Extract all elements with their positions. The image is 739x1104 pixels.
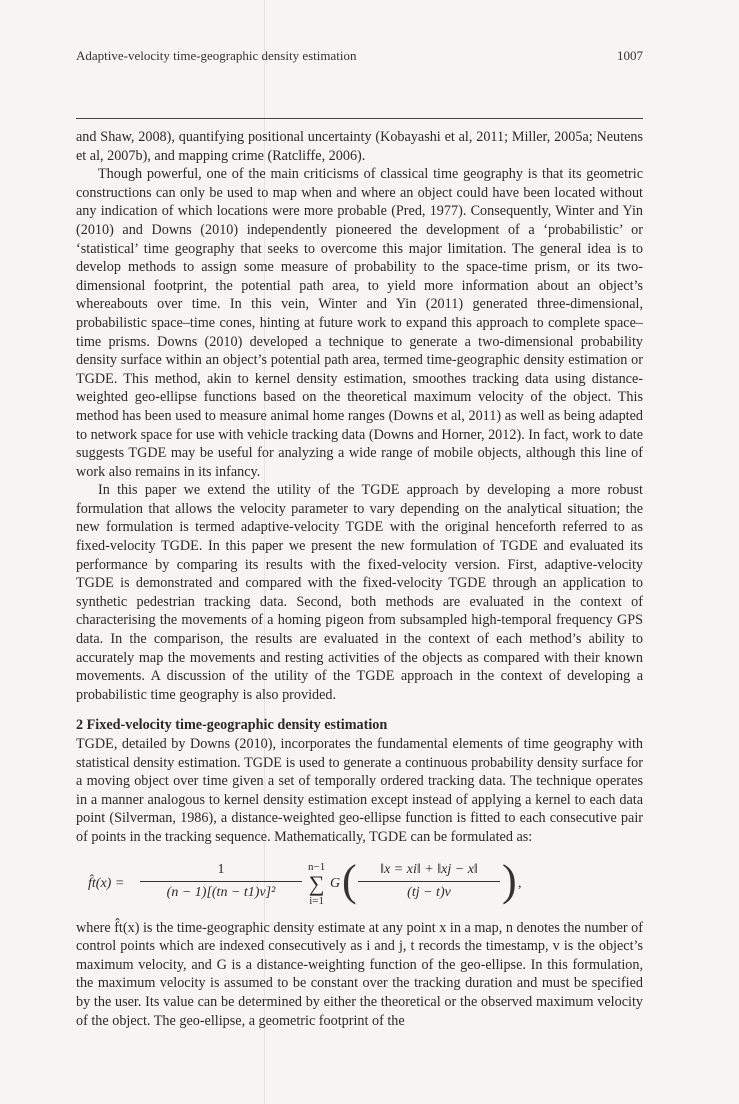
formula-lhs: f̂t(x) = <box>88 875 125 891</box>
paragraph-tgde-definition: TGDE, detailed by Downs (2010), incorporates the fundamental elements of time geography with statistical density estimation. TGDE is used to generate a continuous probability density surface for a moving object over time given a set of temporally ordered tracking data. The technique operates in a manner analogous to kernel density estimation except instead of applying a kernel to each data point (Silverman, 1986), a distance-weighted geo-ellipse function is fitted to each consecutive pair of points in the tracking sequence. Mathematically, TGDE can be formulated as: <box>76 736 643 845</box>
tgde-formula <box>76 855 643 915</box>
paragraph-continuation: and Shaw, 2008), quantifying positional uncertainty (Kobayashi et al, 2011; Miller, 2005a; Neutens et al, 2007b), and mapping crime (Ratcliffe, 2006). <box>76 129 643 164</box>
paragraph-paper-overview: In this paper we extend the utility of the TGDE approach by developing a more robust formulation that allows the velocity parameter to vary depending on the analytical situation; the new formulation is termed adaptive-velocity TGDE with the original henceforth referred to as fixed-velocity TGDE. In this paper we present the new formulation of TGDE and evaluated its performance by comparing its results with the fixed-velocity version. First, adaptive-velocity TGDE is demonstrated and compared with the fixed-velocity TGDE through an application to synthetic pedestrian tracking data. Second, both methods are evaluated in the context of characterising the movements of a homing pigeon from subsampled high-temporal frequency GPS data. In the comparison, the results are evaluated in the context of each method’s ability to accurately map the movements and resting activities of the objects as compared with their known movements. A discussion of the utility of the TGDE approach in the context of developing a probabilistic time geography is also provided. <box>76 482 643 703</box>
running-title: Adaptive-velocity time-geographic density estimation <box>76 48 357 63</box>
formula-weighting-function: G <box>330 875 341 891</box>
formula-inner-fraction <box>358 861 500 903</box>
summation-lower-limit: i=1 <box>309 894 324 907</box>
formula-right-paren: ) <box>502 855 517 905</box>
formula-fraction-numerator: 1 <box>140 861 302 883</box>
formula-fraction-denominator: (n − 1)[(tn − t1)v]² <box>166 885 276 901</box>
paragraph-probabilistic-time-geography: Though powerful, one of the main criticisms of classical time geography is that its geometric constructions can only be used to map when and where an object could have been located without any indication of which locations were more probable (Pred, 1977). Consequently, Winter and Yin (2010) and Downs (2010) independently pioneered the development of a ‘probabilistic’ or ‘statistical’ time geography that seeks to overcome this major limitation. The general idea is to develop methods to assign some measure of probability to the space-time prism, or its two-dimensional footprint, the potential path area, to yield more information about an object’s whereabouts over time. In this vein, Winter and Yin (2011) generated three-dimensional, probabilistic space–time cones, hinting at future work to expand this approach to complete space–time prisms. Downs (2010) developed a technique to generate a two-dimensional probability density surface within an object’s potential path area, termed time-geographic density estimation or TGDE. This method, akin to kernel density estimation, smoothes tracking data using distance-weighted geo-ellipse functions based on the theoretical maximum velocity of the object. This method has been used to measure animal home ranges (Downs et al, 2011) as well as being adapted to network space for use with vehicle tracking data (Downs and Horner, 2012). In fact, work to date suggests TGDE may be useful for analyzing a wide range of mobile objects, although this line of work also remains in its infancy. <box>76 166 643 480</box>
header-rule <box>76 118 643 119</box>
page-number: 1007 <box>617 48 643 63</box>
summation-symbol: ∑ <box>308 870 325 896</box>
formula-comma: , <box>518 875 522 891</box>
summation-upper-limit: n−1 <box>308 860 326 873</box>
formula-fraction <box>140 861 302 903</box>
formula-inner-denominator: (tj − t)v <box>407 885 451 901</box>
formula-inner-numerator: ‖x = xi‖ + ‖xj − x‖ <box>358 861 500 883</box>
formula-summation <box>308 861 325 907</box>
section-heading: 2 Fixed-velocity time-geographic density estimation <box>76 717 388 734</box>
formula-left-paren: ( <box>342 855 357 905</box>
body-text <box>76 128 643 1030</box>
paragraph-formula-explanation: where f̂t(x) is the time-geographic density estimate at any point x in a map, n denotes the number of control points which are indexed consecutively as i and j, t records the timestamp, v is the object’s maximum velocity, and G is a distance-weighting function of the geo-ellipse. In this formulation, the maximum velocity is assumed to be constant over the tracking duration and must be specified by the user. Its value can be determined by either the theoretical or the observed maximum velocity of the object. The geo-ellipse, a geometric footprint of the <box>76 919 643 1029</box>
